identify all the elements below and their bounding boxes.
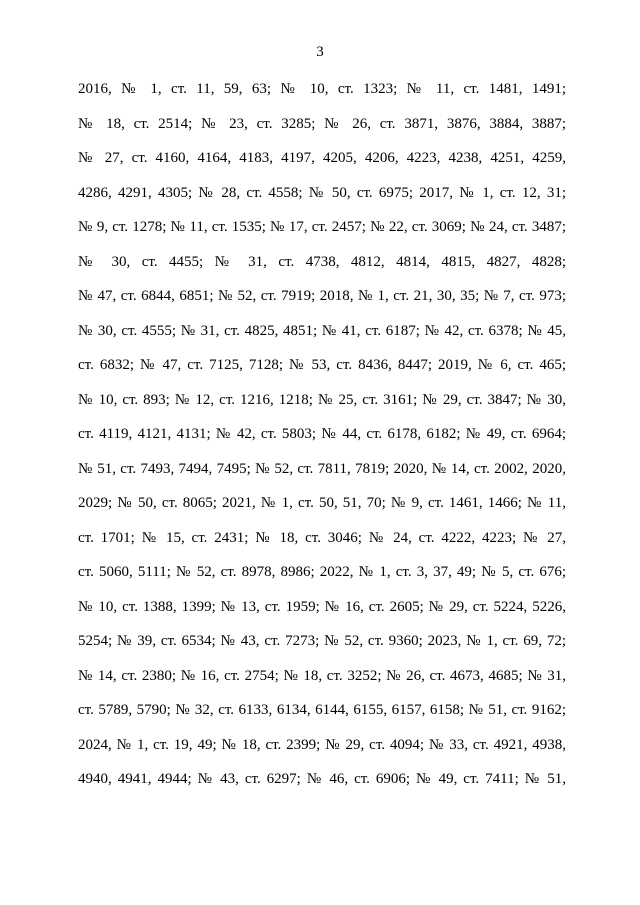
text-line: ст. 5060, 5111; № 52, ст. 8978, 8986; 2022, № 1, ст. 3, 37, 49; № 5, ст. 676; (78, 564, 566, 580)
text-line: № 27, ст. 4160, 4164, 4183, 4197, 4205, 4206, 4223, 4238, 4251, 4259, (78, 150, 566, 166)
text-line: 2029; № 50, ст. 8065; 2021, № 1, ст. 50, 51, 70; № 9, ст. 1461, 1466; № 11, (78, 495, 566, 511)
text-line: № 10, ст. 1388, 1399; № 13, ст. 1959; № 16, ст. 2605; № 29, ст. 5224, 5226, (78, 598, 566, 615)
text-line: 5254; № 39, ст. 6534; № 43, ст. 7273; № 52, ст. 9360; 2023, № 1, ст. 69, 72; (78, 633, 566, 649)
text-line: № 14, ст. 2380; № 16, ст. 2754; № 18, ст. 3252; № 26, ст. 4673, 4685; № 31, (78, 667, 566, 684)
text-line: № 30, ст. 4555; № 31, ст. 4825, 4851; № 41, ст. 6187; № 42, ст. 6378; № 45, (78, 322, 566, 339)
text-line: 2024, № 1, ст. 19, 49; № 18, ст. 2399; № 29, ст. 4094; № 33, ст. 4921, 4938, (78, 736, 566, 753)
text-line: 4940, 4941, 4944; № 43, ст. 6297; № 46, ст. 6906; № 49, ст. 7411; № 51, (78, 771, 566, 787)
text-line: № 10, ст. 893; № 12, ст. 1216, 1218; № 25, ст. 3161; № 29, ст. 3847; № 30, (78, 391, 566, 408)
text-line: ст. 4119, 4121, 4131; № 42, ст. 5803; № 44, ст. 6178, 6182; № 49, ст. 6964; (78, 426, 566, 442)
text-line: № 18, ст. 2514; № 23, ст. 3285; № 26, ст. 3871, 3876, 3884, 3887; (78, 115, 566, 132)
text-line: ст. 5789, 5790; № 32, ст. 6133, 6134, 6144, 6155, 6157, 6158; № 51, ст. 9162; (78, 702, 566, 718)
body-text (78, 78, 566, 803)
text-line: ст. 6832; № 47, ст. 7125, 7128; № 53, ст. 8436, 8447; 2019, № 6, ст. 465; (78, 357, 566, 373)
text-line: № 9, ст. 1278; № 11, ст. 1535; № 17, ст. 2457; № 22, ст. 3069; № 24, ст. 3487; (78, 219, 566, 235)
page-number: 3 (316, 44, 324, 60)
text-line: № 51, ст. 7493, 7494, 7495; № 52, ст. 7811, 7819; 2020, № 14, ст. 2002, 2020, (78, 460, 566, 477)
text-line: ст. 1701; № 15, ст. 2431; № 18, ст. 3046; № 24, ст. 4222, 4223; № 27, (78, 529, 566, 546)
text-line: 4286, 4291, 4305; № 28, ст. 4558; № 50, ст. 6975; 2017, № 1, ст. 12, 31; (78, 184, 566, 201)
text-line: № 47, ст. 6844, 6851; № 52, ст. 7919; 2018, № 1, ст. 21, 30, 35; № 7, ст. 973; (78, 288, 566, 304)
text-line: № 30, ст. 4455; № 31, ст. 4738, 4812, 4814, 4815, 4827, 4828; (78, 253, 566, 270)
text-line: 2016, № 1, ст. 11, 59, 63; № 10, ст. 1323; № 11, ст. 1481, 1491; (78, 81, 566, 97)
